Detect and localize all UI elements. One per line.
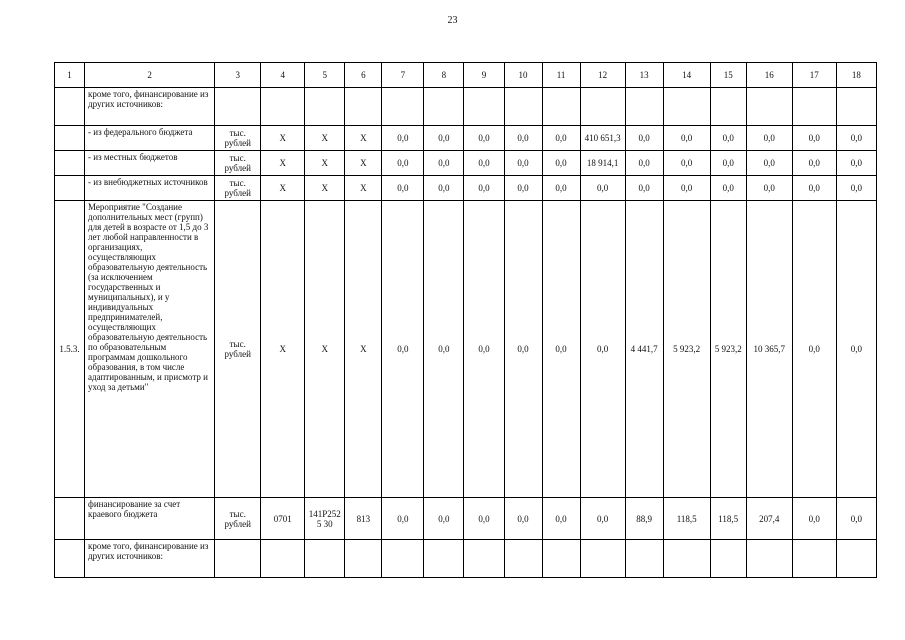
value-cell: 0,0 xyxy=(663,151,710,176)
value-cell: 5 923,2 xyxy=(710,201,746,498)
row-number xyxy=(55,151,85,176)
empty-cell xyxy=(261,540,305,578)
header-cell: 3 xyxy=(215,63,261,88)
header-cell: 12 xyxy=(580,63,625,88)
value-cell: 0,0 xyxy=(464,176,504,201)
code-cell: Х xyxy=(305,151,345,176)
value-cell: 0,0 xyxy=(424,151,464,176)
empty-cell xyxy=(504,540,542,578)
empty-cell xyxy=(424,540,464,578)
empty-cell xyxy=(710,88,746,126)
value-cell: 207,4 xyxy=(746,498,792,540)
value-cell: 0,0 xyxy=(504,126,542,151)
table-row-subheader xyxy=(55,540,877,578)
value-cell: 0,0 xyxy=(746,126,792,151)
empty-cell xyxy=(746,540,792,578)
value-cell: 0,0 xyxy=(836,126,876,151)
header-cell: 1 xyxy=(55,63,85,88)
value-cell: 0,0 xyxy=(746,151,792,176)
value-cell: 0,0 xyxy=(542,498,580,540)
row-description: - из федерального бюджета xyxy=(85,126,215,151)
value-cell: 0,0 xyxy=(542,126,580,151)
value-cell: 0,0 xyxy=(836,176,876,201)
value-cell: 5 923,2 xyxy=(663,201,710,498)
value-cell: 0,0 xyxy=(625,126,663,151)
empty-cell xyxy=(836,540,876,578)
value-cell: 0,0 xyxy=(792,201,836,498)
unit-cell: тыс. рублей xyxy=(215,201,261,498)
header-cell: 17 xyxy=(792,63,836,88)
empty-cell xyxy=(625,540,663,578)
empty-cell xyxy=(215,540,261,578)
empty-cell xyxy=(424,88,464,126)
table-row-subheader xyxy=(55,88,877,126)
code-cell: Х xyxy=(305,201,345,498)
code-cell: 813 xyxy=(345,498,382,540)
value-cell: 18 914,1 xyxy=(580,151,625,176)
value-cell: 0,0 xyxy=(663,126,710,151)
header-cell: 11 xyxy=(542,63,580,88)
empty-cell xyxy=(580,88,625,126)
table-row-event xyxy=(55,201,877,498)
empty-cell xyxy=(746,88,792,126)
value-cell: 0,0 xyxy=(580,498,625,540)
value-cell: 0,0 xyxy=(504,176,542,201)
table-row-regional xyxy=(55,498,877,540)
row-description: Мероприятие "Создание дополнительных мест (групп) для детей в возрасте от 1,5 до 3 лет любой направленности в организациях, осуществляющих образовательную деятельность (за исключением государственных и муниципальных), и у индивидуальных предпринимателей, осуществляющих образовательную деятельность по образовательным программам дошкольного образования, в том числе адаптированным, и присмотр и уход за детьми" xyxy=(85,201,215,498)
value-cell: 410 651,3 xyxy=(580,126,625,151)
value-cell: 0,0 xyxy=(710,151,746,176)
value-cell: 0,0 xyxy=(464,126,504,151)
unit-cell: тыс. рублей xyxy=(215,176,261,201)
code-cell: Х xyxy=(345,151,382,176)
value-cell: 0,0 xyxy=(424,498,464,540)
value-cell: 0,0 xyxy=(382,498,424,540)
row-number xyxy=(55,176,85,201)
code-cell: Х xyxy=(305,176,345,201)
empty-cell xyxy=(504,88,542,126)
empty-cell xyxy=(792,540,836,578)
empty-cell xyxy=(836,88,876,126)
value-cell: 0,0 xyxy=(504,201,542,498)
value-cell: 0,0 xyxy=(625,176,663,201)
value-cell: 0,0 xyxy=(464,151,504,176)
table-row-local xyxy=(55,151,877,176)
code-cell: 141Р2525 30 xyxy=(305,498,345,540)
empty-cell xyxy=(542,88,580,126)
value-cell: 0,0 xyxy=(710,176,746,201)
empty-cell xyxy=(215,88,261,126)
page-number: 23 xyxy=(447,15,458,26)
value-cell: 0,0 xyxy=(424,201,464,498)
empty-cell xyxy=(305,88,345,126)
header-cell: 4 xyxy=(261,63,305,88)
unit-cell: тыс. рублей xyxy=(215,126,261,151)
empty-cell xyxy=(345,540,382,578)
header-cell: 6 xyxy=(345,63,382,88)
empty-cell xyxy=(663,540,710,578)
unit-cell: тыс. рублей xyxy=(215,151,261,176)
value-cell: 0,0 xyxy=(836,498,876,540)
empty-cell xyxy=(792,88,836,126)
unit-cell: тыс. рублей xyxy=(215,498,261,540)
budget-table xyxy=(54,62,877,578)
header-cell: 18 xyxy=(836,63,876,88)
row-description: - из внебюджетных источников xyxy=(85,176,215,201)
value-cell: 0,0 xyxy=(792,151,836,176)
empty-cell xyxy=(261,88,305,126)
header-cell: 5 xyxy=(305,63,345,88)
empty-cell xyxy=(580,540,625,578)
row-description: финансирование за счет краевого бюджета xyxy=(85,498,215,540)
empty-cell xyxy=(710,540,746,578)
value-cell: 0,0 xyxy=(836,201,876,498)
value-cell: 0,0 xyxy=(542,176,580,201)
value-cell: 0,0 xyxy=(504,151,542,176)
code-cell: Х xyxy=(261,176,305,201)
row-number xyxy=(55,540,85,578)
value-cell: 0,0 xyxy=(382,126,424,151)
value-cell: 0,0 xyxy=(746,176,792,201)
code-cell: Х xyxy=(345,201,382,498)
value-cell: 4 441,7 xyxy=(625,201,663,498)
value-cell: 0,0 xyxy=(580,201,625,498)
value-cell: 0,0 xyxy=(625,151,663,176)
empty-cell xyxy=(663,88,710,126)
empty-cell xyxy=(382,88,424,126)
value-cell: 0,0 xyxy=(792,176,836,201)
code-cell: Х xyxy=(261,151,305,176)
header-cell: 14 xyxy=(663,63,710,88)
value-cell: 0,0 xyxy=(464,498,504,540)
value-cell: 118,5 xyxy=(710,498,746,540)
code-cell: Х xyxy=(305,126,345,151)
header-cell: 9 xyxy=(464,63,504,88)
row-description: кроме того, финансирование из других источников: xyxy=(85,88,215,126)
value-cell: 0,0 xyxy=(792,498,836,540)
value-cell: 0,0 xyxy=(710,126,746,151)
header-row xyxy=(55,63,877,88)
row-description: - из местных бюджетов xyxy=(85,151,215,176)
header-cell: 10 xyxy=(504,63,542,88)
row-number xyxy=(55,126,85,151)
row-number xyxy=(55,498,85,540)
empty-cell xyxy=(382,540,424,578)
empty-cell xyxy=(305,540,345,578)
code-cell: Х xyxy=(345,176,382,201)
empty-cell xyxy=(345,88,382,126)
value-cell: 0,0 xyxy=(424,126,464,151)
value-cell: 0,0 xyxy=(836,151,876,176)
code-cell: Х xyxy=(261,126,305,151)
value-cell: 0,0 xyxy=(424,176,464,201)
value-cell: 0,0 xyxy=(580,176,625,201)
value-cell: 0,0 xyxy=(542,201,580,498)
value-cell: 0,0 xyxy=(504,498,542,540)
value-cell: 88,9 xyxy=(625,498,663,540)
row-number: 1.5.3. xyxy=(55,201,85,498)
empty-cell xyxy=(542,540,580,578)
header-cell: 16 xyxy=(746,63,792,88)
header-cell: 2 xyxy=(85,63,215,88)
row-description: кроме того, финансирование из других источников: xyxy=(85,540,215,578)
value-cell: 0,0 xyxy=(792,126,836,151)
value-cell: 0,0 xyxy=(542,151,580,176)
value-cell: 0,0 xyxy=(464,201,504,498)
header-cell: 15 xyxy=(710,63,746,88)
code-cell: Х xyxy=(345,126,382,151)
table-row-extrabudget xyxy=(55,176,877,201)
value-cell: 10 365,7 xyxy=(746,201,792,498)
code-cell: Х xyxy=(261,201,305,498)
value-cell: 118,5 xyxy=(663,498,710,540)
empty-cell xyxy=(625,88,663,126)
header-cell: 13 xyxy=(625,63,663,88)
header-cell: 7 xyxy=(382,63,424,88)
row-number xyxy=(55,88,85,126)
value-cell: 0,0 xyxy=(663,176,710,201)
empty-cell xyxy=(464,540,504,578)
value-cell: 0,0 xyxy=(382,201,424,498)
header-cell: 8 xyxy=(424,63,464,88)
value-cell: 0,0 xyxy=(382,176,424,201)
empty-cell xyxy=(464,88,504,126)
code-cell: 0701 xyxy=(261,498,305,540)
table-row-federal xyxy=(55,126,877,151)
value-cell: 0,0 xyxy=(382,151,424,176)
